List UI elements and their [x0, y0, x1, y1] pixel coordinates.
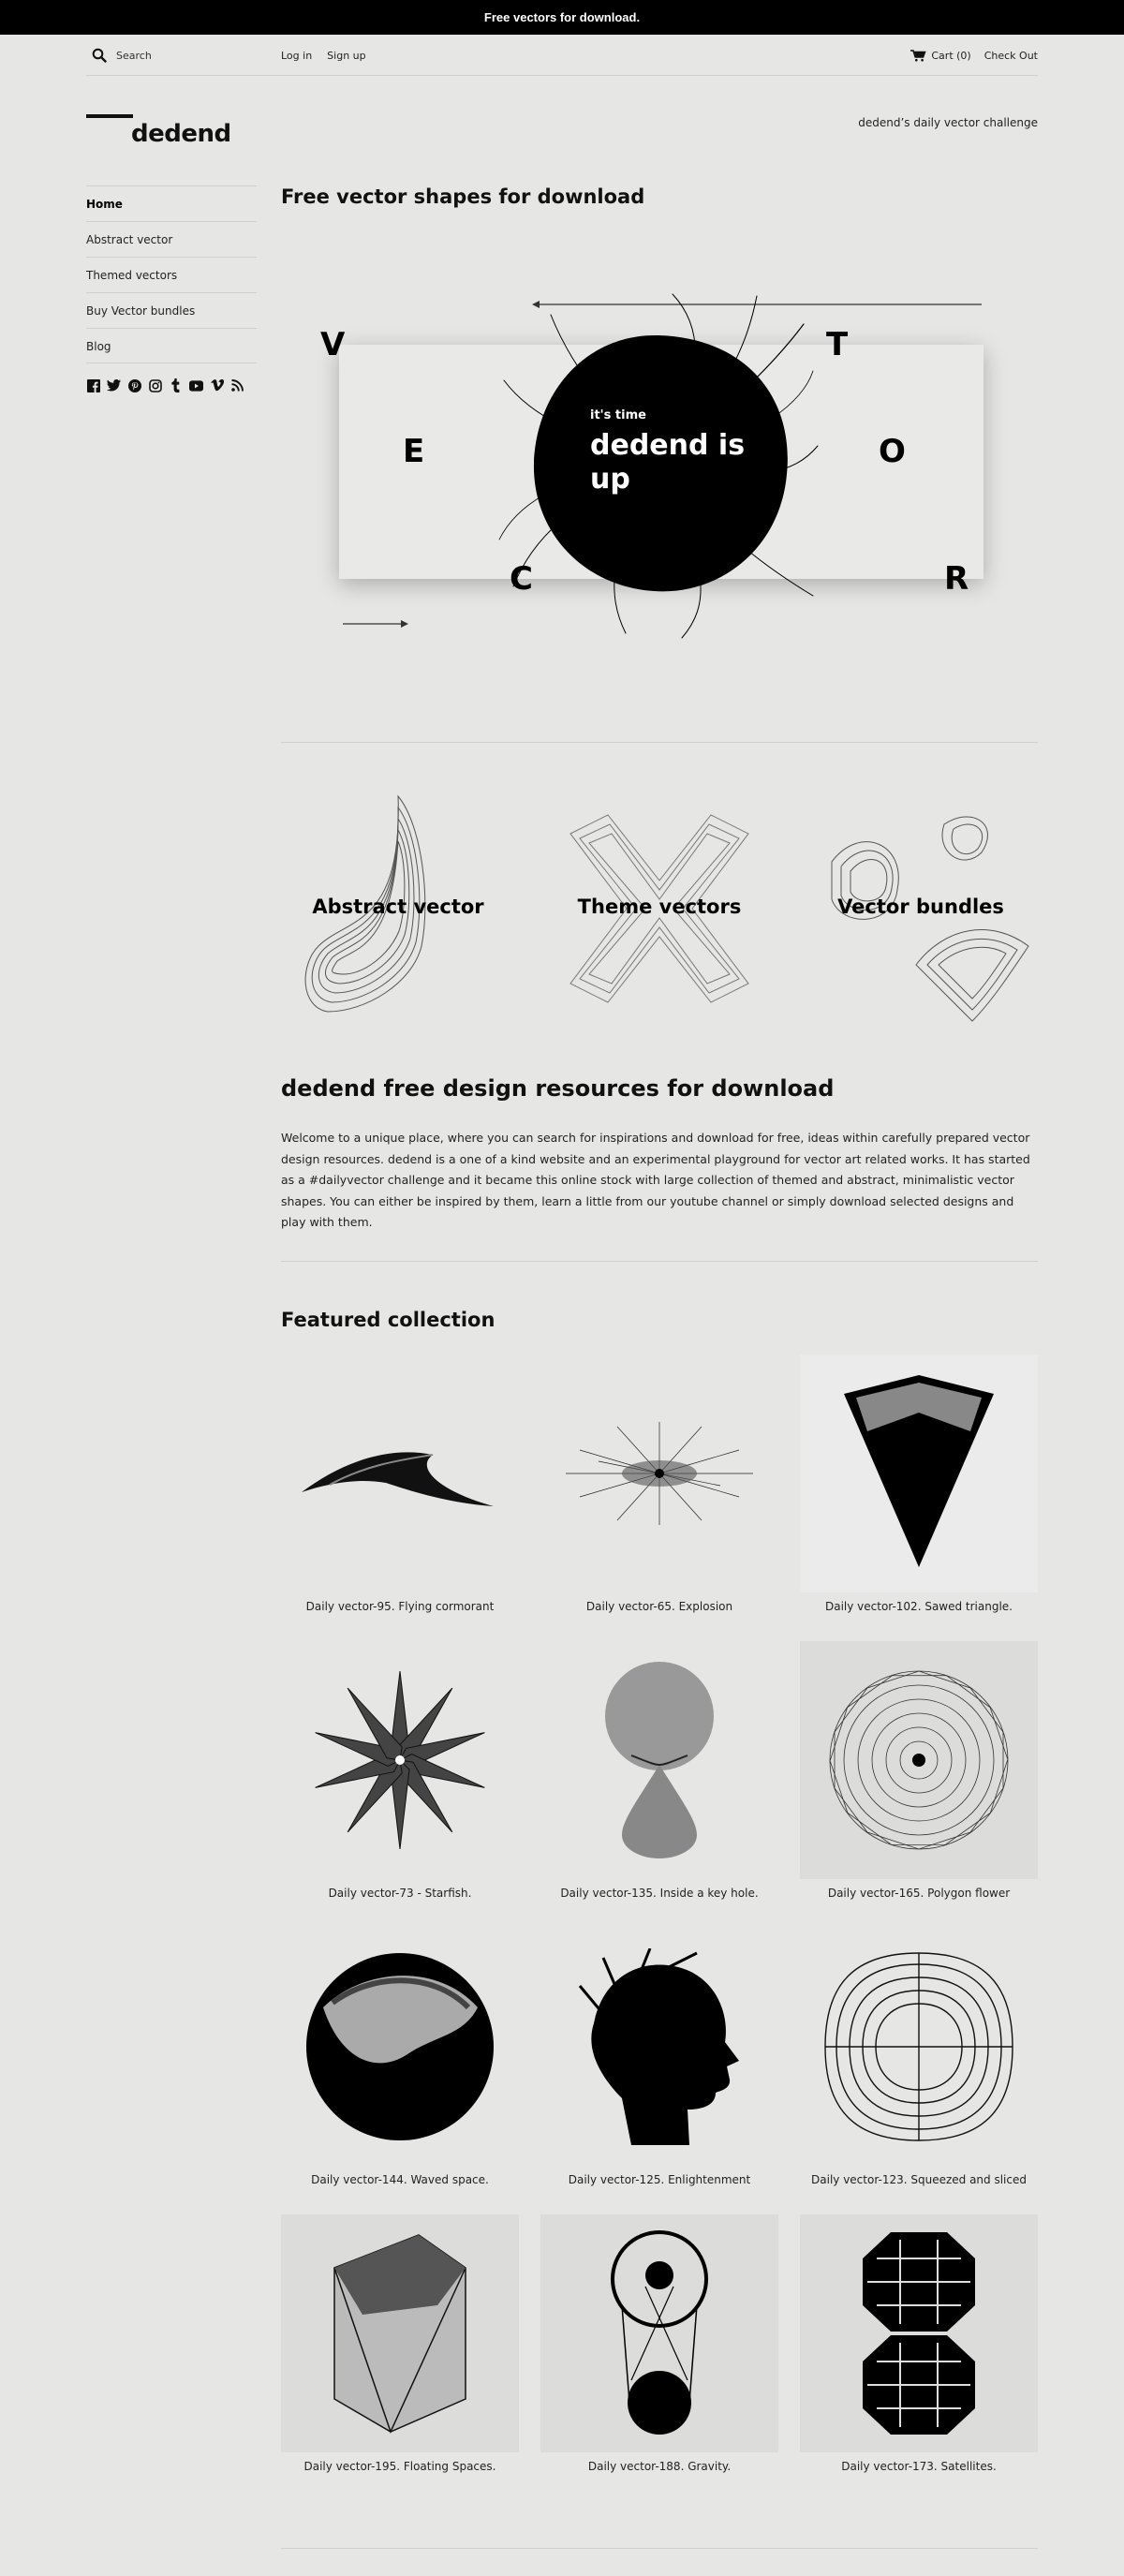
product-title: Daily vector-188. Gravity.	[587, 2460, 732, 2473]
tumblr-icon[interactable]	[169, 378, 183, 392]
checkout-link[interactable]: Check Out	[984, 49, 1038, 62]
hero-letter-r: R	[944, 560, 969, 598]
product-card[interactable]	[540, 1355, 778, 1613]
product-image	[800, 2214, 1038, 2452]
product-card[interactable]	[281, 1355, 519, 1613]
sidebar-item-themed-vectors[interactable]: Themed vectors	[86, 257, 257, 292]
product-title: Daily vector-95. Flying cormorant	[305, 1600, 495, 1613]
product-image	[281, 1641, 519, 1879]
facebook-icon[interactable]	[86, 378, 100, 392]
product-image	[800, 1641, 1038, 1879]
cart-label: Cart (0)	[931, 49, 971, 62]
product-card[interactable]	[540, 1641, 778, 1900]
search-input[interactable]	[116, 50, 257, 62]
cart-area	[910, 35, 1038, 76]
product-image	[281, 1355, 519, 1592]
product-title: Daily vector-195. Floating Spaces.	[303, 2460, 496, 2473]
triangle-icon	[839, 1375, 998, 1572]
cube-icon	[325, 2230, 475, 2436]
logo-text: dedend	[131, 120, 231, 148]
signup-link[interactable]: Sign up	[327, 49, 366, 62]
account-links	[281, 35, 366, 76]
product-title: Daily vector-144. Waved space.	[311, 2173, 489, 2186]
arrow-right-icon	[343, 619, 408, 629]
hero-big-text: dedend is up	[590, 429, 746, 496]
product-image	[281, 2214, 519, 2452]
waved-icon	[304, 1951, 495, 2142]
product-image	[800, 1928, 1038, 2166]
collection-abstract-vector[interactable]	[281, 787, 515, 1030]
head-icon	[575, 1948, 744, 2145]
product-title: Daily vector-165. Polygon flower	[827, 1887, 1011, 1900]
rss-icon[interactable]	[230, 378, 244, 392]
product-card[interactable]	[281, 1928, 519, 2186]
product-image	[540, 2214, 778, 2452]
product-card[interactable]	[800, 1641, 1038, 1900]
sidebar-item-abstract-vector[interactable]: Abstract vector	[86, 221, 257, 257]
starfish-icon	[306, 1666, 494, 1854]
hero-letter-v: V	[320, 326, 346, 363]
sidebar-item-blog[interactable]: Blog	[86, 328, 257, 363]
product-title: Daily vector-123. Squeezed and sliced	[811, 2173, 1027, 2186]
featured-heading: Featured collection	[281, 1309, 495, 1331]
product-card[interactable]	[800, 1928, 1038, 2186]
product-image	[281, 1928, 519, 2166]
product-card[interactable]	[800, 2214, 1038, 2473]
search-icon[interactable]	[92, 48, 107, 63]
collection-vector-bundles[interactable]	[804, 787, 1038, 1030]
divider	[281, 742, 1038, 743]
product-image	[540, 1928, 778, 2166]
hero-letter-e: E	[403, 433, 425, 470]
product-title: Daily vector-102. Sawed triangle.	[824, 1600, 1013, 1613]
vimeo-icon[interactable]	[210, 378, 224, 392]
sidebar-item-home[interactable]: Home	[86, 185, 257, 221]
pinterest-icon[interactable]	[127, 378, 141, 392]
satellites-icon	[858, 2230, 980, 2436]
cormorant-icon	[302, 1427, 498, 1520]
twitter-icon[interactable]	[107, 378, 121, 392]
intro-heading: dedend free design resources for download	[281, 1075, 835, 1102]
gravity-icon	[603, 2230, 716, 2436]
product-image	[540, 1355, 778, 1592]
product-title: Daily vector-73 - Starfish.	[328, 1887, 472, 1900]
sidebar-nav	[86, 185, 257, 363]
product-title: Daily vector-65. Explosion	[585, 1600, 733, 1613]
top-bar	[86, 35, 1038, 76]
divider	[281, 2548, 1038, 2549]
product-image	[800, 1355, 1038, 1592]
instagram-icon[interactable]	[148, 378, 162, 392]
keyhole-icon	[599, 1662, 720, 1858]
product-title: Daily vector-135. Inside a key hole.	[560, 1887, 759, 1900]
hero-banner[interactable]	[281, 242, 1038, 673]
hero-letter-o: O	[879, 433, 906, 470]
product-title: Daily vector-125. Enlightenment	[568, 2173, 751, 2186]
product-card[interactable]	[540, 1928, 778, 2186]
product-card[interactable]	[281, 1641, 519, 1900]
site-tagline: dedend’s daily vector challenge	[858, 116, 1038, 129]
login-link[interactable]: Log in	[281, 49, 313, 62]
product-title: Daily vector-173. Satellites.	[841, 2460, 997, 2473]
cart-link[interactable]	[910, 50, 970, 62]
collection-list	[281, 787, 1038, 1030]
product-card[interactable]	[281, 2214, 519, 2473]
product-card[interactable]	[800, 1355, 1038, 1613]
intro-text: Welcome to a unique place, where you can search for inspirations and download for free, ideas within carefully prepared vector design resources. dedend is a one of a kind website and an experimental playground for vector art related works. It has started as a #dailyvector challenge and it became this online stock with large collection of themed and abstract, minimalistic vector shapes. You can either be inspired by them, learn a little from our youtube channel or simply download selected designs and play with them.	[281, 1131, 1030, 1229]
collection-label: Abstract vector	[312, 896, 484, 918]
hero-small-text: it's time	[590, 408, 646, 422]
announcement-bar	[0, 0, 1124, 35]
social-links	[86, 378, 244, 392]
flower-icon	[825, 1666, 1013, 1854]
product-image	[540, 1641, 778, 1879]
collection-label: Theme vectors	[577, 896, 742, 918]
hero-heading: Free vector shapes for download	[281, 185, 645, 208]
divider	[281, 1261, 1038, 1262]
cart-icon	[910, 50, 926, 62]
squeezed-icon	[823, 1951, 1014, 2142]
logo-bar	[86, 114, 133, 118]
collection-label: Vector bundles	[837, 896, 1004, 918]
sidebar-item-buy-vector-bundles[interactable]: Buy Vector bundles	[86, 292, 257, 328]
collection-theme-vectors[interactable]	[542, 787, 776, 1030]
youtube-icon[interactable]	[189, 378, 203, 392]
product-card[interactable]	[540, 2214, 778, 2473]
search-form	[86, 35, 257, 76]
announcement-text: Free vectors for download.	[483, 10, 641, 24]
hero-letter-c: C	[510, 560, 533, 598]
hero-letter-t: T	[826, 326, 849, 363]
explosion-icon	[561, 1422, 758, 1525]
